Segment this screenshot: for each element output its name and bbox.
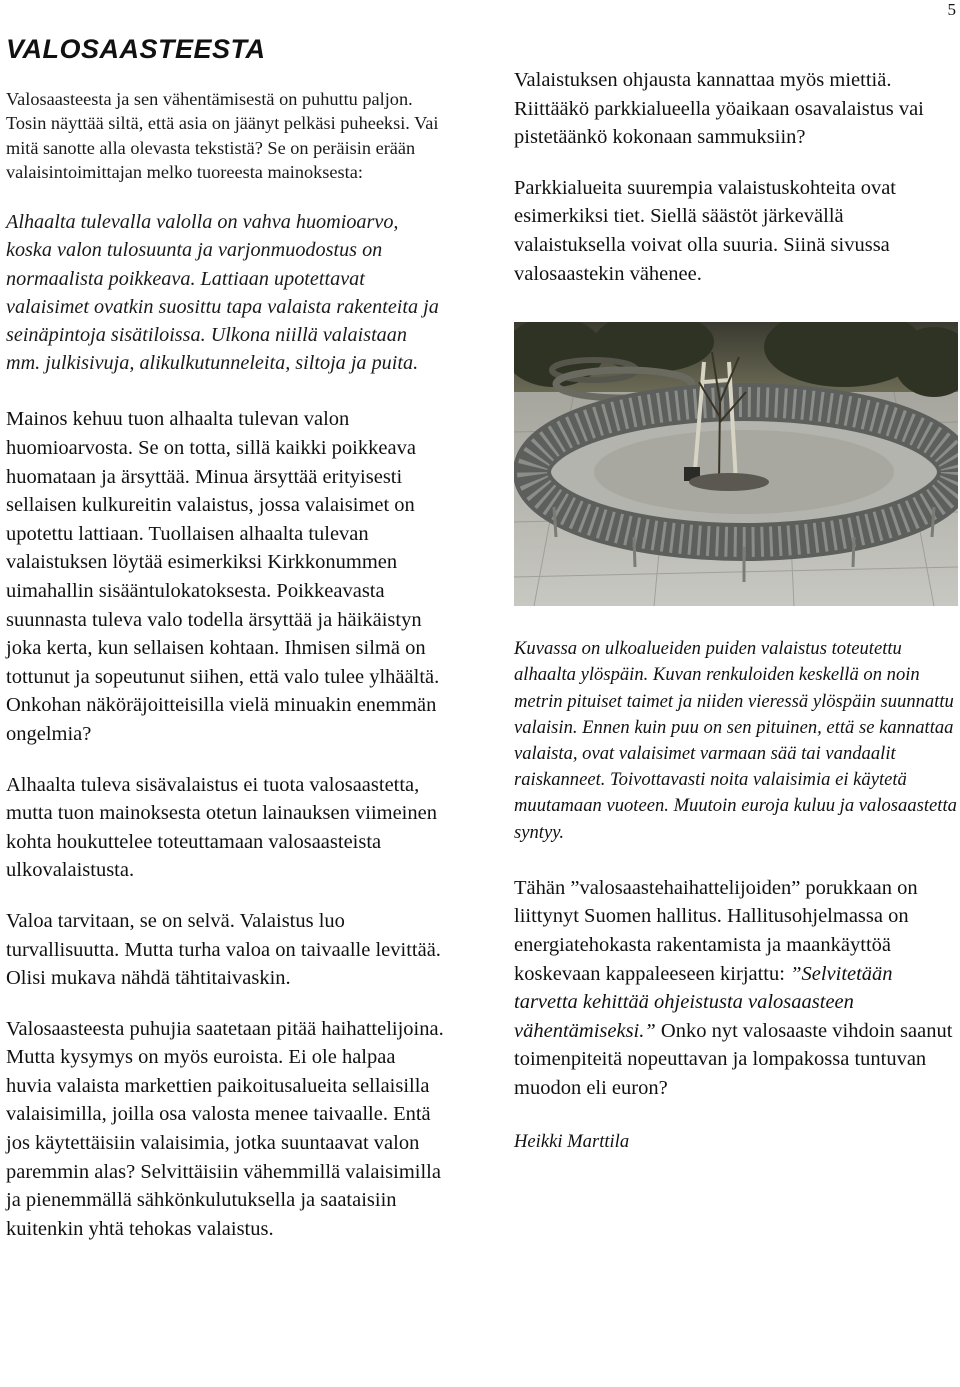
- intro-paragraph: Valosaasteesta ja sen vähentämisestä on puhuttu paljon. Tosin näyttää siltä, että asia on jäänyt pelkäsi puheeksi. Vai mitä sanotte alla olevasta tekstistä? Se on peräisin erään valaisintoimittajan melko tuoreesta mainoksesta:: [6, 89, 439, 182]
- paragraph: Mainos kehuu tuon alhaalta tulevan valon huomioarvosta. Se on totta, sillä kaikki poikkeava huomataan ja ärsyttää. Minua ärsyttää erityisesti sellaisen kulkureitin valaistus, jossa valaisimet on upotettu lattiaan. Tuollaisen alhaalta tulevan valaistuksen löytää esimerkiksi Kirkkonummen uimahallin sisääntulokatoksesta. Poikkeavasta suunnasta tuleva valo todella ärsyttää ja häikäistyn joka kerta, kun sellaisen kohtaan. Ihmisen silmä on tottunut ja sopeutunut siihen, että valo tulee ylhäältä. Onkohan näköräjoitteisilla vielä minuakin enemmän ongelmia?: [6, 408, 440, 745]
- paragraph: Valoa tarvitaan, se on selvä. Valaistus luo turvallisuutta. Mutta turha valoa on taivaalle levittää. Olisi mukava nähdä tähtitaivaskin.: [6, 909, 441, 990]
- paragraph: Valaistuksen ohjausta kannattaa myös miettiä. Riittääkö parkkialueella yöaikaan osavalaistus vai pistetäänkö kokonaan sammuksiin?: [514, 69, 924, 149]
- advertisement-quote: Alhaalta tulevalla valolla on vahva huomioarvo, koska valon tulosuunta ja varjonmuodostus on normaalista poikkeava. Lattiaan upotettavat valaisimet ovatkin suosittu tapa valaista rakenteita ja seinäpintoja sisätiloissa. Ulkona niillä valaistaan mm. julkisivuja, alikulkutunneleita, siltoja ja puita.: [6, 211, 439, 375]
- left-column: [6, 34, 446, 1243]
- author-name: Heikki Marttila: [514, 1130, 630, 1152]
- paragraph-text: Tähän ”valosaastehaihattelijoiden” porukkaan on liittynyt Suomen hallitus. Hallitusohjelmassa on energiatehokasta rakentamista ja maankäyttöä koskevaan kappaleeseen kirjattu:: [514, 876, 918, 985]
- bench-photo: [514, 322, 958, 606]
- right-column: [514, 66, 958, 1153]
- paragraph: [514, 874, 958, 1103]
- article-title: VALOSAASTEESTA: [6, 34, 266, 64]
- paragraph: Valosaasteesta puhujia saatetaan pitää haihattelijoina. Mutta kysymys on myös euroista. Ei ole halpaa huvia valaista markettien paikoitusalueita sellaisilla valaisimilla, joilla osa valosta menee taivaalle. Entä jos käytettäisiin valaisimia, jotka suuntaavat valon paremmin alas? Selvittäisiin vähemmillä valaisimilla ja pienemmällä sähkönkulutuksella ja saataisiin kuitenkin yhtä tehokas valaistus.: [6, 1017, 444, 1240]
- paragraph-text: Onko nyt valosaaste vihdoin saanut toimenpiteitä nopeuttavan ja lompakossa tuntuvan muodon eli euron?: [514, 1019, 953, 1099]
- government-quote: ”Selvitetään tarvetta kehittää ohjeistusta valosaasteen vähentämiseksi.”: [514, 962, 893, 1042]
- page-number: 5: [947, 0, 956, 19]
- photo-caption: Kuvassa on ulkoalueiden puiden valaistus toteutettu alhaalta ylöspäin. Kuvan renkuloiden keskellä on noin metrin pituiset taimet ja niiden vieressä ylöspäin suunnattu valaisin. Ennen kuin puu on sen pituinen, että se kannattaa valaista, ovat valaisimet varmaan sää tai vandaalit raiskanneet. Toivottavasti noita valaisimia ei käytetä muutamaan vuoteen. Muutoin euroja kuluu ja valosaastetta syntyy.: [514, 638, 957, 843]
- paragraph: Alhaalta tuleva sisävalaistus ei tuota valosaastetta, mutta tuon mainoksesta otetun lainauksen viimeinen kohta houkuttelee toteuttamaan valosaasteista ulkovalaistusta.: [6, 773, 437, 882]
- paragraph: Parkkialueita suurempia valaistuskohteita ovat esimerkiksi tiet. Siellä säästöt järkevällä valaistuksella voivat olla suuria. Siinä sivussa valosaastekin vähenee.: [514, 176, 896, 285]
